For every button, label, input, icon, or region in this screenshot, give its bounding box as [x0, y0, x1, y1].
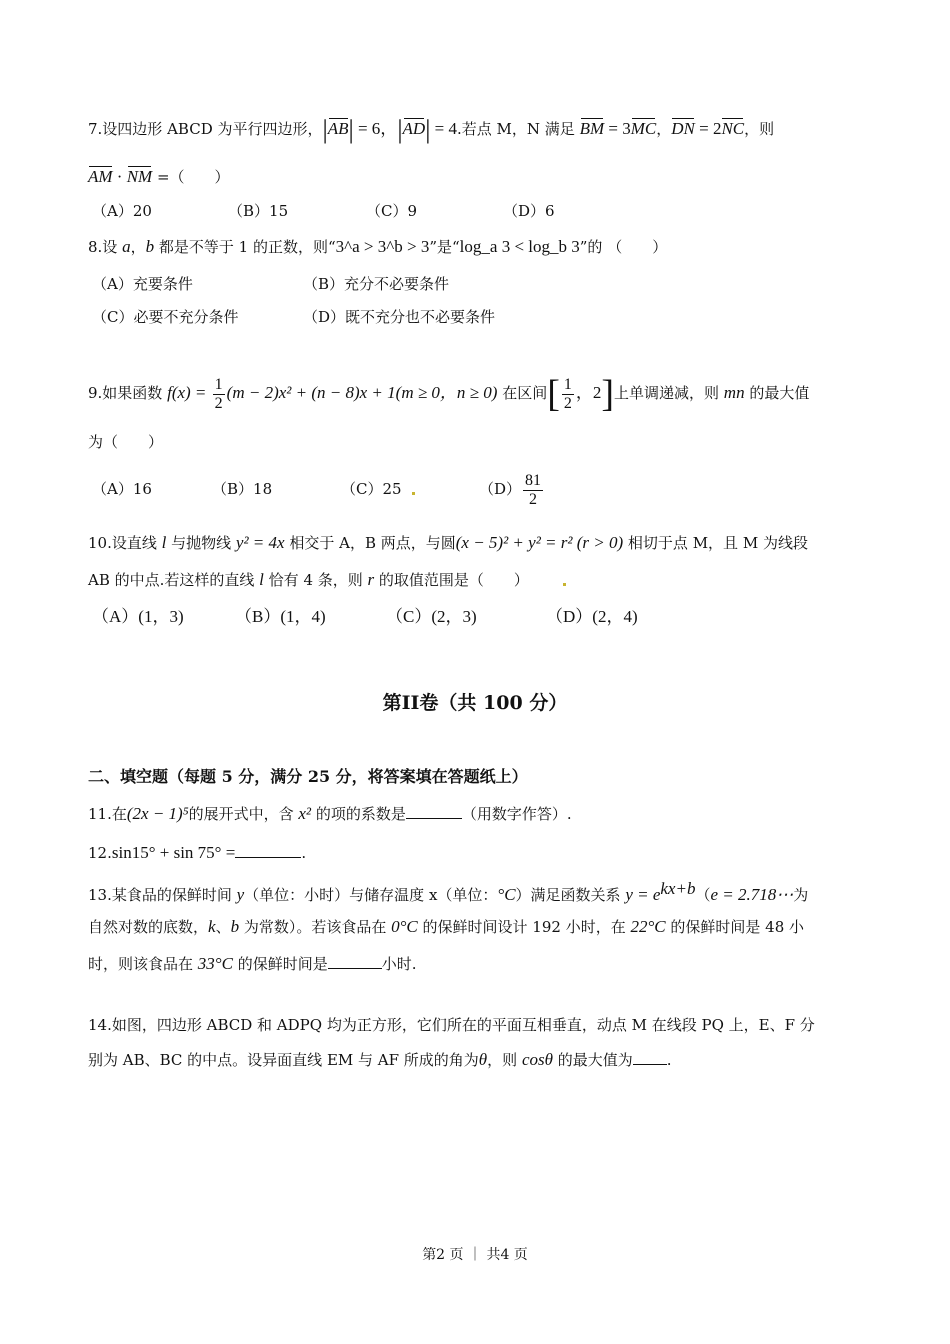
- answer-blank[interactable]: [633, 1048, 667, 1065]
- vector-dn: DN: [671, 119, 695, 138]
- answer-blank[interactable]: [406, 802, 462, 819]
- q10-option-d: （D）(2，4): [546, 607, 638, 626]
- part-title: 二、填空题（每题 5 分，满分 25 分，将答案填在答题纸上）: [88, 767, 528, 786]
- q7-line1: 7.设四边形 ABCD 为平行四边形，|AB| = 6，|AD| = 4.若点 M，N 满足 BM = 3MC，DN = 2NC，则: [88, 115, 775, 144]
- q9-line1: 9.如果函数 f(x) = $\frac{1}{2}$ (m − 2)x² + (n − 8)x + 1(m ≥ 0，n ≥ 0) 在区间[ $\frac{1}{2}$ ，2]上单调递减，则 mn 的最大值: [88, 373, 810, 415]
- q9-option-b: （B）18: [212, 480, 273, 498]
- q7-option-b: （B）15: [228, 202, 289, 220]
- q7-option-c: （C）9: [366, 202, 418, 220]
- q7-option-d: （D）6: [503, 202, 555, 220]
- vector-bm: BM: [579, 119, 605, 138]
- fraction-half: $\frac{1}{2}$: [214, 375, 223, 412]
- q9-line2: 为（ ）: [88, 433, 164, 451]
- q9-option-a: （A）16: [92, 480, 152, 498]
- q7-line2: AM · NM =（ ）: [88, 167, 230, 186]
- vector-ab: AB: [327, 119, 349, 138]
- q13-line3: 时，则该食品在 33°C 的保鲜时间是 小时.: [88, 954, 417, 973]
- q8-option-c: （C）必要不充分条件: [92, 308, 239, 326]
- q9-option-d: （D） $\frac{81}{2}$: [479, 471, 542, 508]
- q13-line1: 13.某食品的保鲜时间 y（单位：小时）与储存温度 x（单位：°C）满足函数关系 $y = e^{kx+b}(e$ = 2.718⋯为: [88, 879, 809, 904]
- vector-am: AM: [88, 167, 113, 186]
- q10-option-c: （C）(2，3): [386, 607, 477, 626]
- q10-line2: AB 的中点.若这样的直线 l 恰有 4 条，则 r 的取值范围是（ ）: [88, 570, 529, 589]
- q10-option-a: （A）(1，3): [92, 607, 184, 626]
- q10-line1: 10.设直线 l 与抛物线 y² = 4x 相交于 A，B 两点，与圆(x − 5)² + y² = r² (r > 0) 相切于点 M，且 M 为线段: [88, 533, 808, 552]
- vector-nm: NM: [126, 167, 153, 186]
- answer-blank[interactable]: [235, 841, 301, 858]
- section-title: 第II卷（共 100 分）: [382, 692, 568, 714]
- q14-line2: 别为 AB、BC 的中点。设异面直线 EM 与 AF 所成的角为θ，则 cosθ 的最大值为 .: [88, 1050, 672, 1069]
- q11-line: 11.在(2x − 1)⁵的展开式中，含 x² 的项的系数是 （用数字作答）.: [88, 804, 572, 823]
- vector-ad: AD: [402, 119, 426, 138]
- q13-line2: 自然对数的底数，k、b 为常数）。若该食品在 0°C 的保鲜时间设计 192 小时，在 22°C 的保鲜时间是 48 小: [88, 917, 805, 936]
- q8-line1: 8.设 a，b 都是不等于 1 的正数，则“3^a > 3^b > 3”是“log_a 3 < log_b 3”的 （ ）: [88, 237, 668, 256]
- q14-line1: 14.如图，四边形 ABCD 和 ADPQ 均为正方形，它们所在的平面互相垂直，动点 M 在线段 PQ 上，E、F 分: [88, 1016, 815, 1034]
- answer-blank[interactable]: [328, 952, 382, 969]
- q9-option-c: （C）25: [341, 480, 402, 498]
- vector-mc: MC: [630, 119, 657, 138]
- q8-option-d: （D）既不充分也不必要条件: [303, 308, 496, 326]
- q12-line: 12.sin15° + sin 75° = .: [88, 843, 307, 862]
- q10-option-b: （B）(1，4): [235, 607, 326, 626]
- fraction-81-2: $\frac{81}{2}$: [525, 471, 542, 508]
- q8-option-b: （B）充分不必要条件: [303, 275, 450, 293]
- q8-option-a: （A）充要条件: [92, 275, 193, 293]
- page-footer: 第2 页 ｜ 共4 页: [422, 1247, 528, 1263]
- vector-nc: NC: [721, 119, 745, 138]
- speck-mark: [412, 492, 415, 495]
- q7-option-a: （A）20: [92, 202, 152, 220]
- speck-mark: [563, 583, 566, 586]
- fraction-interval-start: $\frac{1}{2}$: [563, 375, 572, 412]
